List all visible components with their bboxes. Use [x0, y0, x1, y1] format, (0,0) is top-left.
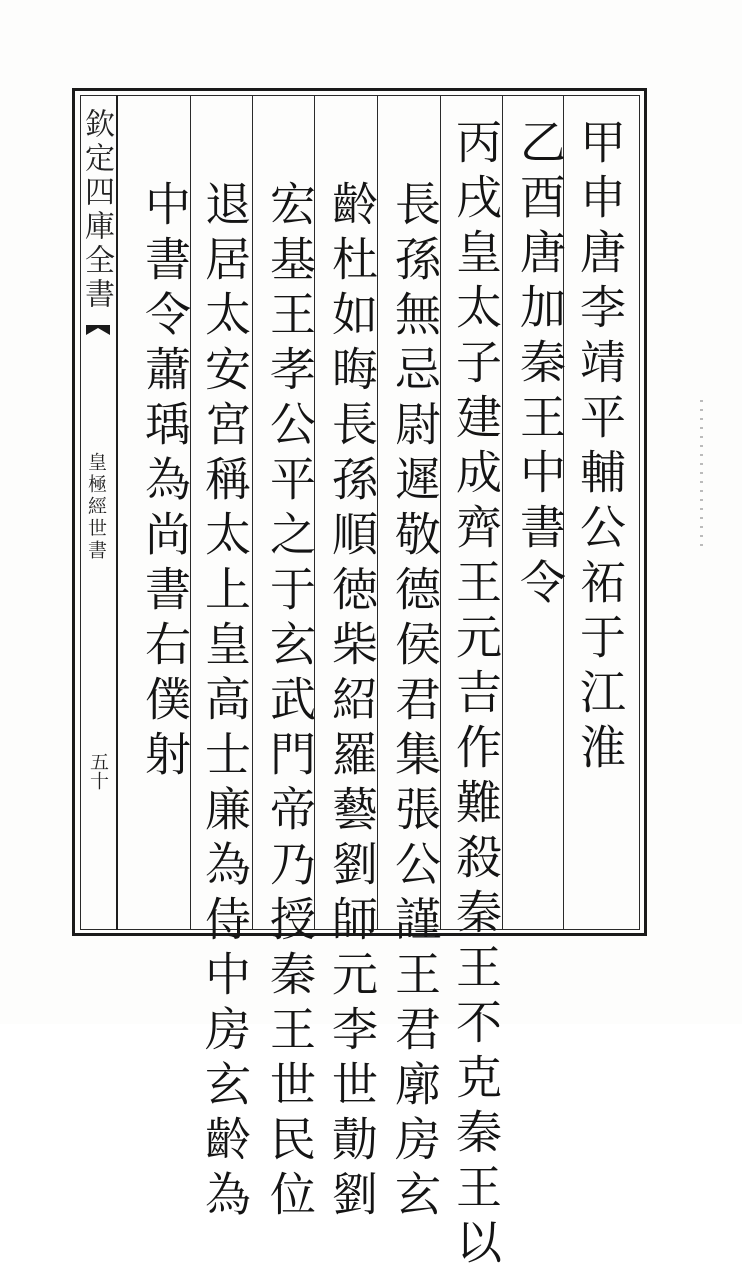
text-column: 甲申唐李靖平輔公祏于江淮 [573, 118, 627, 778]
text-column: 退居太安宮稱太上皇高士廉為侍中房玄齡為 [198, 180, 252, 1225]
paper-edge-specks [700, 400, 703, 550]
text-column: 宏基王孝公平之于玄武門帝乃授秦王世民位 [263, 180, 317, 1225]
banxin-divider [116, 95, 118, 930]
text-column: 長孫無忌尉遲敬德侯君集張公謹王君廓房玄 [388, 180, 442, 1225]
banxin-title: 欽定四庫全書 [79, 108, 114, 312]
text-column: 丙戌皇太子建成齊王元吉作難殺秦王不克秦王以 [449, 118, 503, 1273]
text-column: 齡杜如晦長孫順徳柴紹羅藝劉師元李世勣劉 [325, 180, 379, 1225]
banxin-book-title: 皇極經世書 [85, 452, 107, 562]
text-column: 中書令蕭瑀為尚書右僕射 [138, 180, 192, 785]
text-column: 乙酉唐加秦王中書令 [513, 118, 567, 613]
page-number: 五十 [87, 752, 109, 790]
